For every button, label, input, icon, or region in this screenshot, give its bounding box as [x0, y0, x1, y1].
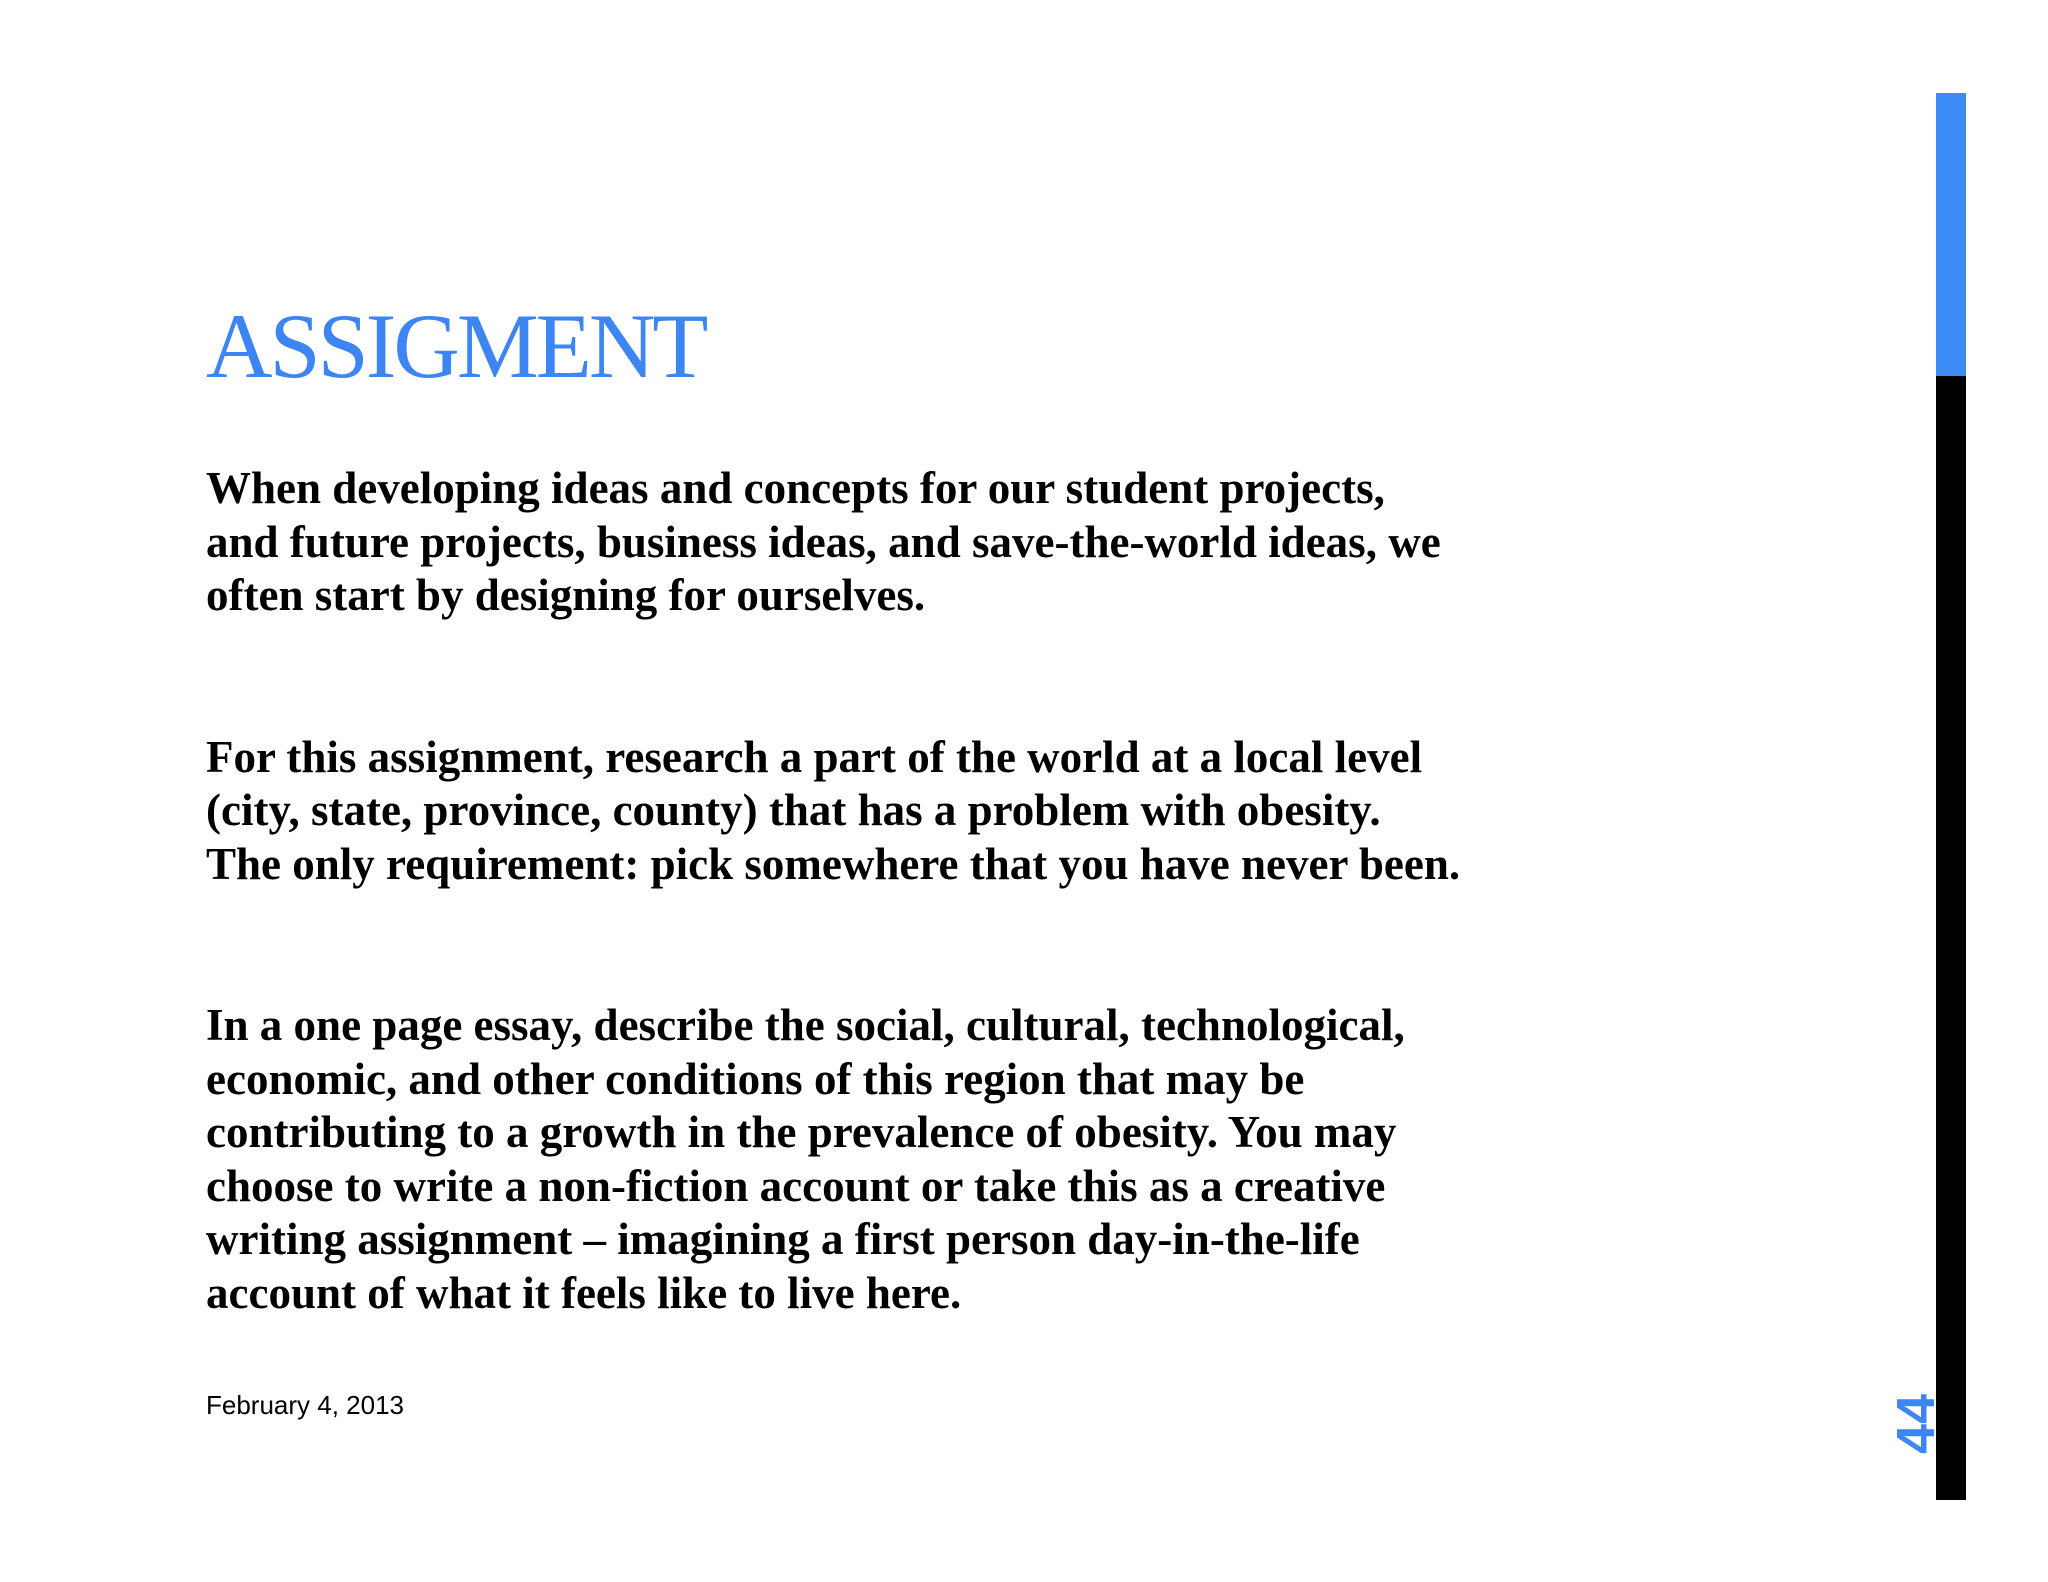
- accent-bar-black: [1936, 376, 1966, 1500]
- slide-date: February 4, 2013: [206, 1390, 405, 1420]
- paragraph-line: and future projects, business ideas, and save-the-world ideas, we: [206, 516, 1441, 567]
- paragraph-line: The only requirement: pick somewhere that you have never been.: [206, 838, 1461, 889]
- slide-body: [206, 462, 1766, 1428]
- paragraph-intro: [206, 462, 1766, 623]
- paragraph-line: (city, state, province, county) that has a problem with obesity.: [206, 785, 1381, 835]
- page-number: 44: [1886, 1393, 1946, 1455]
- paragraph-line: When developing ideas and concepts for our student projects,: [206, 463, 1385, 513]
- paragraph-line: contributing to a growth in the prevalence of obesity. You may: [206, 1107, 1397, 1157]
- paragraph-line: writing assignment – imagining a first person day-in-the-life: [206, 1214, 1360, 1264]
- paragraph-essay: [206, 999, 1766, 1320]
- paragraph-line: In a one page essay, describe the social, cultural, technological,: [206, 1000, 1405, 1050]
- slide-title: ASSIGMENT: [206, 295, 706, 397]
- accent-bar-blue: [1936, 93, 1966, 376]
- paragraph-assignment: [206, 731, 1766, 892]
- paragraph-line: account of what it feels like to live here.: [206, 1267, 962, 1318]
- paragraph-line: economic, and other conditions of this region that may be: [206, 1053, 1305, 1104]
- paragraph-line: For this assignment, research a part of the world at a local level: [206, 731, 1423, 782]
- paragraph-line: choose to write a non-fiction account or take this as a creative: [206, 1160, 1386, 1211]
- paragraph-line: often start by designing for ourselves.: [206, 570, 926, 620]
